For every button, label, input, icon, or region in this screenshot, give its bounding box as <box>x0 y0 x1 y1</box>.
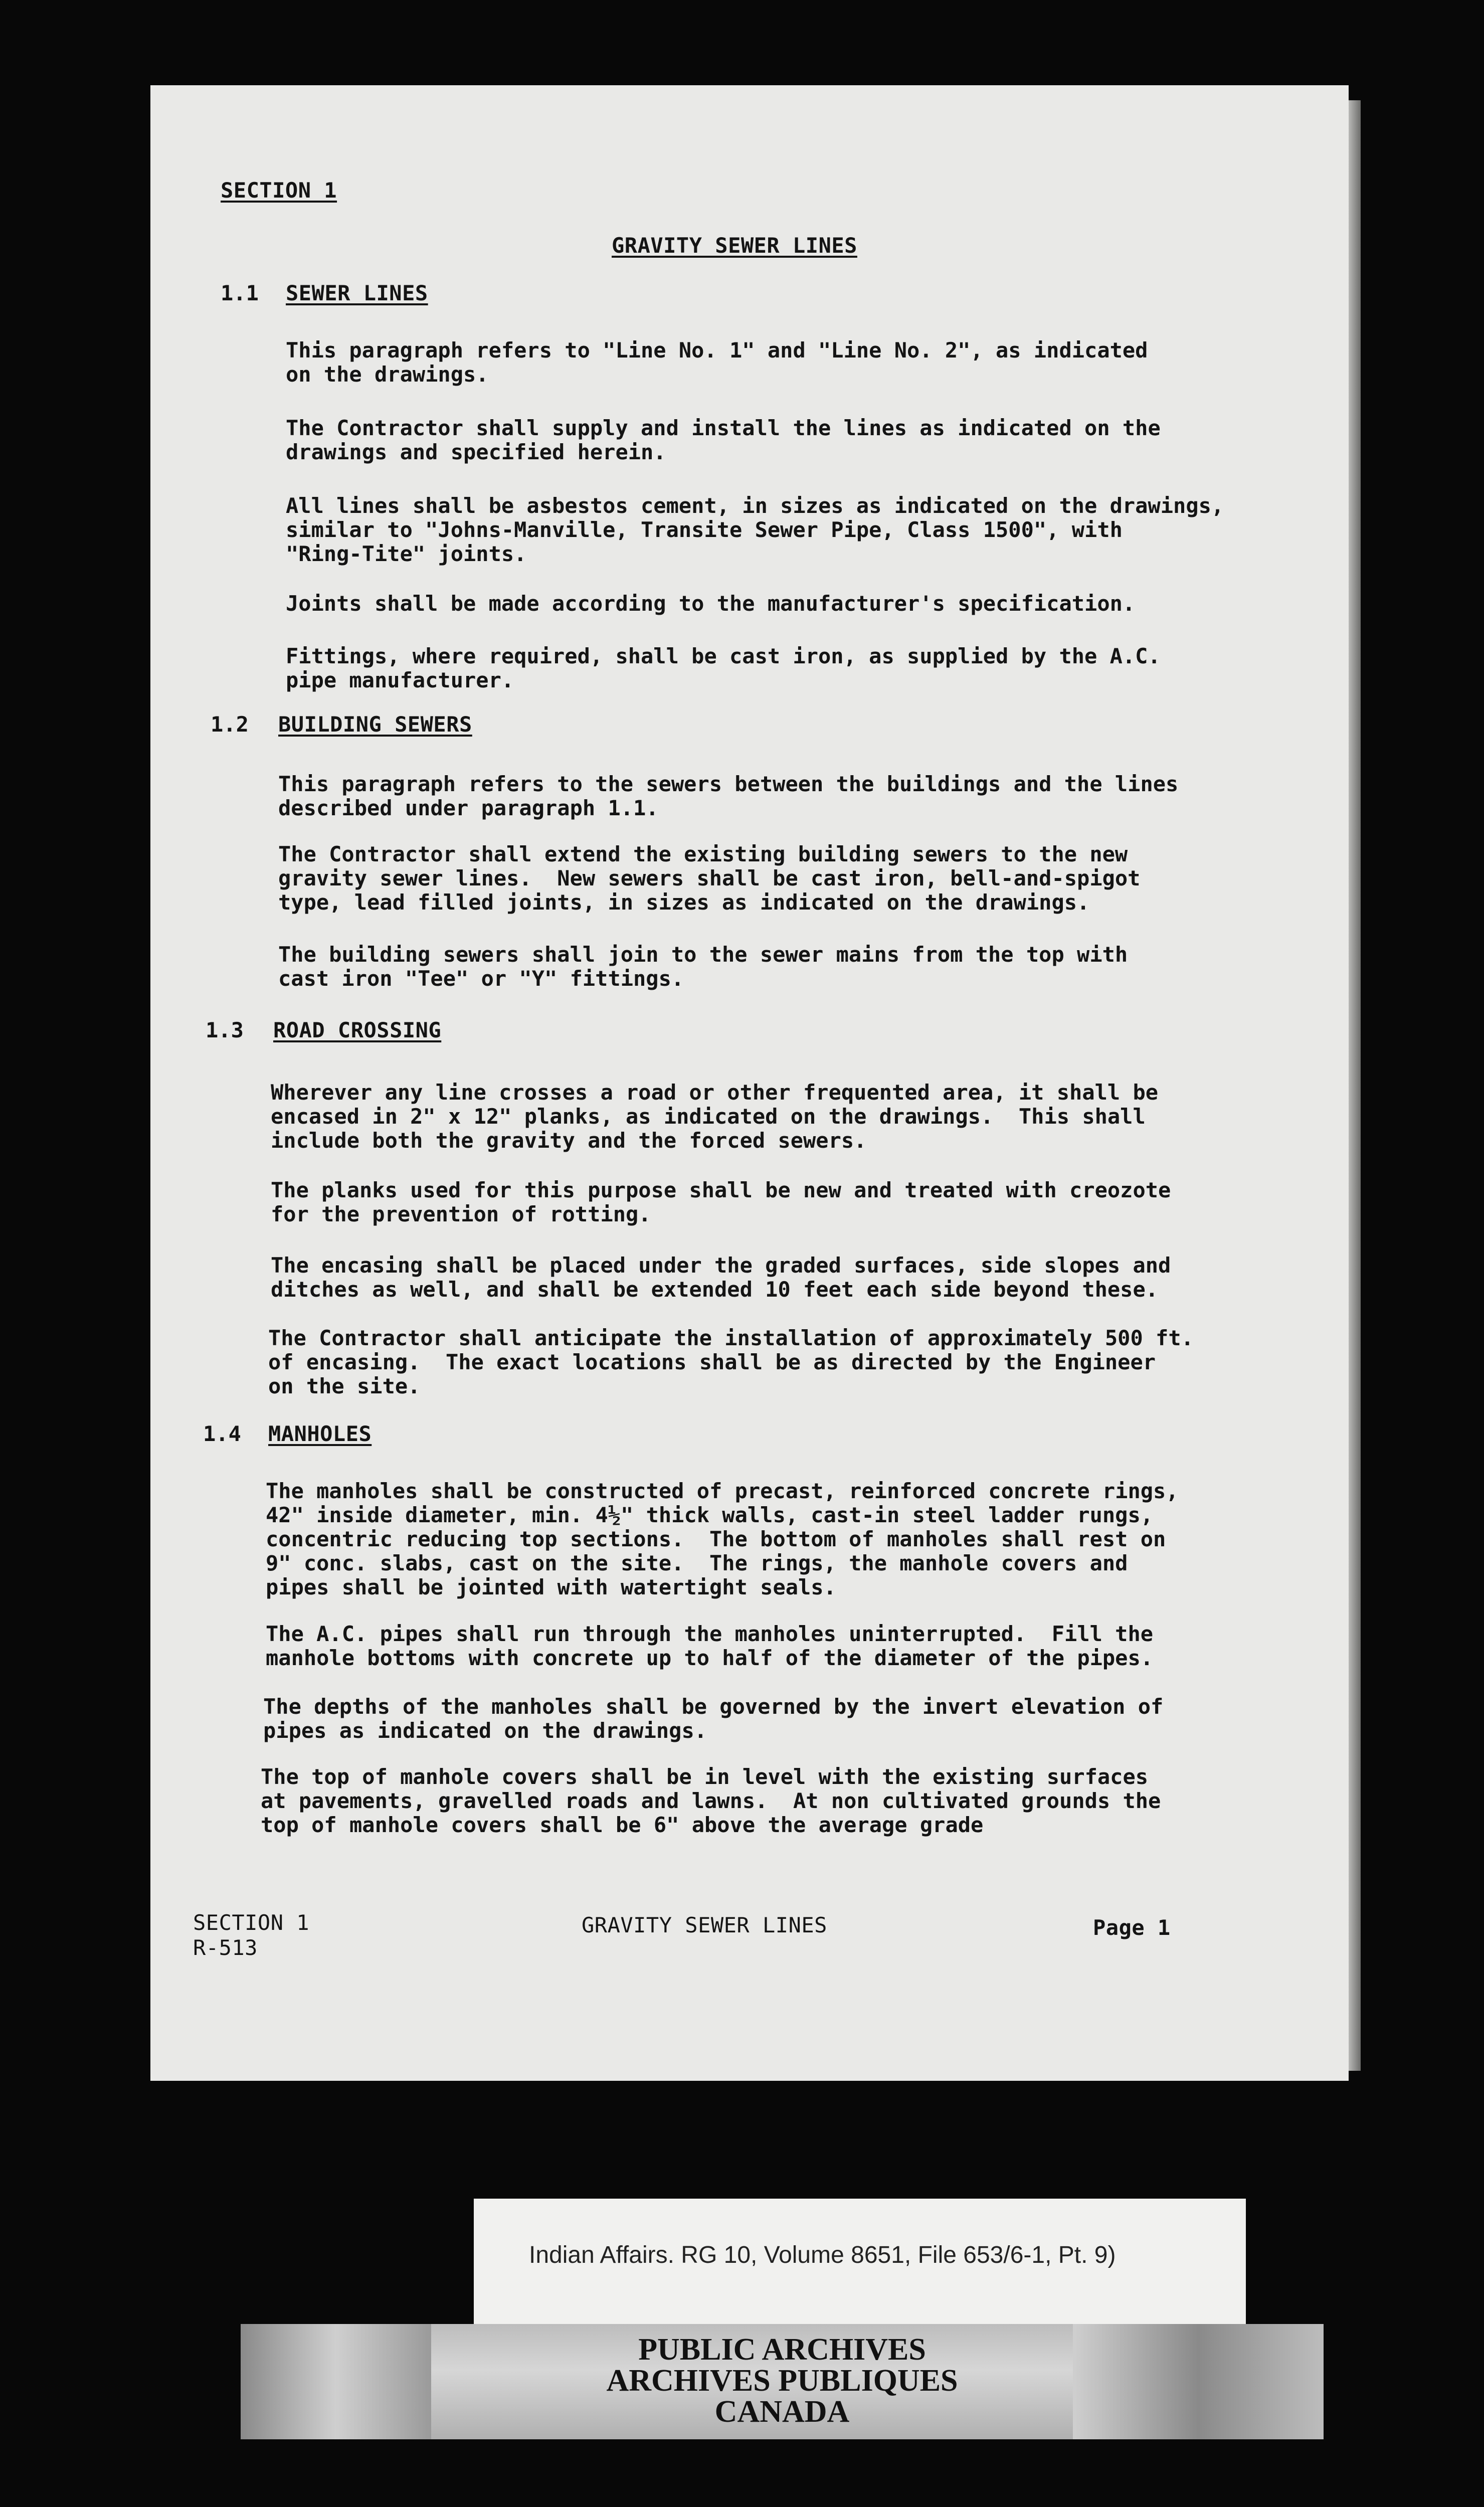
paragraph: The top of manhole covers shall be in level with the existing surfaces at pavements, gravelled roads and lawns. At non cultivated grounds the top of manhole covers shall be 6" above the average grade <box>261 1764 1161 1837</box>
section-number: 1.2 <box>211 712 249 737</box>
paragraph: The A.C. pipes shall run through the manholes uninterrupted. Fill the manhole bottoms with concrete up to half of the diameter of the pipes. <box>266 1622 1154 1670</box>
paragraph: The encasing shall be placed under the graded surfaces, side slopes and ditches as well, and shall be extended 10 feet each side beyond these. <box>271 1253 1171 1302</box>
paragraph: Wherever any line crosses a road or other frequented area, it shall be encased in 2" x 12" planks, as indicated on the drawings. This shall include both the gravity and the forced sewers. <box>271 1080 1159 1153</box>
paragraph: Joints shall be made according to the manufacturer's specification. <box>286 591 1136 616</box>
paragraph: All lines shall be asbestos cement, in sizes as indicated on the drawings, similar to "Johns-Manville, Transite Sewer Pipe, Class 1500", with "Ring-Tite" joints. <box>286 493 1224 566</box>
paragraph: The Contractor shall supply and install the lines as indicated on the drawings and specified herein. <box>286 416 1161 464</box>
paragraph: The manholes shall be constructed of precast, reinforced concrete rings, 42" inside diameter, min. 4½" thick walls, cast-in steel ladder rungs, concentric reducing top sections. The bottom of manholes shall rest on 9" conc. slabs, cast on the site. The rings, the manhole covers and pipes shall be jointed with watertight seals. <box>266 1479 1179 1599</box>
footer-reference: R-513 <box>193 1935 258 1960</box>
paragraph: Fittings, where required, shall be cast iron, as supplied by the A.C. pipe manufacturer. <box>286 644 1161 692</box>
stamp-line-2: ARCHIVES PUBLIQUES <box>606 2364 958 2398</box>
archive-reference-label <box>474 2199 1246 2324</box>
paragraph: The building sewers shall join to the sewer mains from the top with cast iron "Tee" or "Y" fittings. <box>278 942 1128 991</box>
section-number: 1.1 <box>221 281 259 305</box>
paragraph: This paragraph refers to "Line No. 1" and "Line No. 2", as indicated on the drawings. <box>286 338 1148 387</box>
section-number: 1.3 <box>206 1018 244 1042</box>
stamp-line-1: PUBLIC ARCHIVES <box>638 2333 926 2367</box>
document-title: GRAVITY SEWER LINES <box>612 233 857 258</box>
footer-section: SECTION 1 <box>193 1910 310 1935</box>
footer-page-number: Page 1 <box>1093 1915 1171 1940</box>
paragraph: The depths of the manholes shall be governed by the invert elevation of pipes as indicated on the drawings. <box>263 1694 1164 1743</box>
paragraph: The Contractor shall extend the existing building sewers to the new gravity sewer lines. New sewers shall be cast iron, bell-and-spigot type, lead filled joints, in sizes as indicated on the drawings. <box>278 842 1141 915</box>
paragraph: This paragraph refers to the sewers between the buildings and the lines described under paragraph 1.1. <box>278 772 1179 820</box>
archive-stamp <box>241 2324 1324 2439</box>
paragraph: The planks used for this purpose shall be new and treated with creozote for the prevention of rotting. <box>271 1178 1171 1226</box>
paragraph: The Contractor shall anticipate the installation of approximately 500 ft. of encasing. The exact locations shall be as directed by the Engineer on the site. <box>268 1326 1194 1398</box>
section-heading: ROAD CROSSING <box>273 1018 442 1042</box>
section-heading: BUILDING SEWERS <box>278 712 472 737</box>
section-heading: SEWER LINES <box>286 281 428 305</box>
section-number: 1.4 <box>203 1421 241 1446</box>
footer-title: GRAVITY SEWER LINES <box>582 1913 827 1937</box>
document-body <box>150 85 1349 2081</box>
archive-reference-text: Indian Affairs. RG 10, Volume 8651, File 653/6-1, Pt. 9) <box>529 2242 1116 2268</box>
document-page <box>150 85 1349 2081</box>
stamp-line-3: CANADA <box>714 2395 850 2429</box>
section-header: SECTION 1 <box>221 178 337 203</box>
section-heading: MANHOLES <box>268 1421 372 1446</box>
